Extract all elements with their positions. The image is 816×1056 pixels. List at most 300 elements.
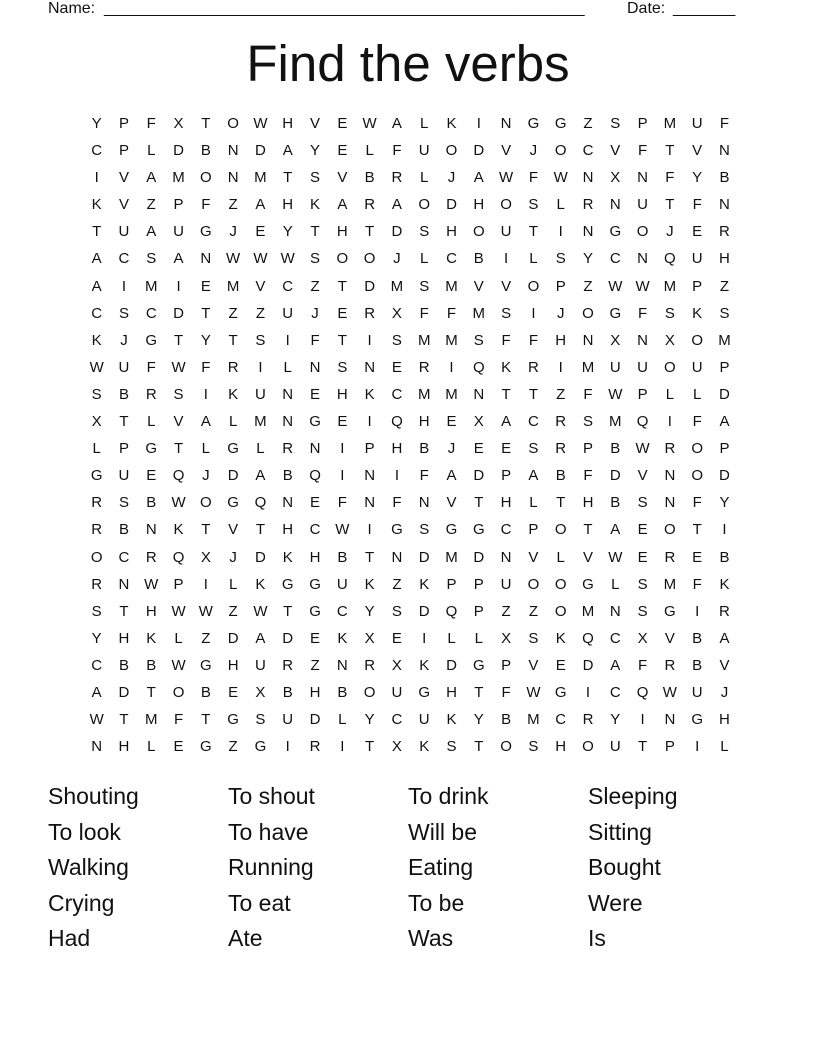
grid-letter: G (281, 575, 294, 593)
grid-letter: Y (91, 115, 102, 132)
grid-letter: X (391, 738, 402, 756)
grid-letter: B (364, 169, 375, 187)
grid-letter: T (365, 548, 375, 566)
grid-letter: T (528, 223, 538, 241)
grid-letter: N (664, 494, 676, 512)
grid-letter: I (476, 115, 481, 132)
grid-letter: Z (501, 602, 511, 620)
grid-letter: N (282, 494, 294, 512)
grid-letter: B (200, 683, 211, 701)
grid-letter: F (583, 467, 593, 485)
grid-letter: F (501, 683, 511, 701)
grid-letter: M (254, 169, 267, 187)
grid-letter: N (391, 548, 403, 566)
grid-letter: M (527, 711, 540, 729)
grid-letter: O (664, 358, 676, 376)
grid-letter: E (173, 738, 184, 756)
grid-letter: O (527, 277, 540, 295)
grid-letter: C (309, 521, 321, 539)
page-title: Find the verbs (246, 35, 570, 92)
grid-letter: I (695, 602, 700, 620)
grid-letter: U (118, 358, 130, 376)
grid-letter: T (173, 331, 184, 349)
grid-letter: Z (228, 602, 238, 620)
grid-letter: S (582, 413, 593, 431)
grid-letter: J (447, 440, 456, 458)
grid-letter: K (446, 115, 457, 132)
grid-letter: P (473, 575, 484, 593)
grid-letter: Y (310, 142, 321, 160)
grid-letter: T (201, 711, 211, 729)
grid-letter: S (637, 602, 648, 620)
grid-letter: H (719, 250, 730, 268)
grid-letter: X (391, 656, 402, 674)
grid-letter: O (172, 683, 185, 701)
grid-letter: S (528, 738, 539, 756)
grid-letter: Y (692, 169, 703, 187)
grid-letter: B (282, 467, 293, 485)
grid-letter: G (309, 413, 321, 431)
grid-letter: D (446, 656, 457, 674)
grid-letter: R (364, 656, 376, 674)
grid-letter: M (663, 115, 677, 132)
grid-letter: Z (556, 385, 566, 403)
grid-letter: N (227, 142, 239, 160)
word-list-item: Is (588, 925, 606, 952)
grid-letter: H (118, 738, 130, 756)
grid-letter: Q (309, 467, 321, 485)
grid-letter: H (500, 494, 512, 512)
grid-letter: X (364, 629, 375, 647)
grid-letter: W (608, 385, 623, 403)
grid-letter: C (527, 413, 539, 431)
grid-letter: O (636, 223, 649, 241)
grid-letter: C (446, 250, 457, 268)
grid-letter: X (664, 331, 675, 349)
grid-letter: N (664, 467, 676, 485)
grid-letter: S (310, 250, 321, 268)
grid-letter: Z (392, 575, 402, 593)
grid-letter: T (474, 738, 484, 756)
grid-letter: E (255, 223, 266, 241)
word-list-item: Eating (408, 854, 474, 881)
grid-letter: Q (172, 548, 185, 566)
grid-letter: R (91, 521, 103, 539)
grid-letter: L (147, 413, 156, 431)
grid-letter: Q (172, 467, 185, 485)
grid-letter: N (364, 494, 376, 512)
grid-letter: R (555, 413, 567, 431)
grid-letter: L (556, 548, 565, 566)
grid-letter: T (556, 494, 566, 512)
grid-letter: S (391, 602, 402, 620)
grid-letter: C (609, 629, 621, 647)
grid-letter: D (364, 277, 376, 295)
grid-letter: E (200, 277, 211, 295)
grid-letter: S (255, 331, 266, 349)
grid-letter: Q (391, 413, 403, 431)
grid-letter: O (363, 683, 376, 701)
grid-letter: R (664, 440, 676, 458)
grid-letter: M (390, 277, 404, 295)
grid-letter: H (227, 656, 239, 674)
grid-letter: P (501, 656, 512, 674)
grid-letter: M (581, 358, 595, 376)
grid-letter: A (610, 656, 621, 674)
grid-letter: U (391, 683, 403, 701)
grid-letter: D (227, 467, 239, 485)
grid-letter: O (500, 738, 512, 756)
grid-letter: R (582, 711, 594, 729)
grid-letter: T (583, 521, 593, 539)
grid-letter: M (172, 169, 185, 187)
grid-letter: F (638, 656, 648, 674)
grid-letter: B (118, 521, 129, 539)
grid-letter: N (637, 331, 648, 349)
grid-letter: E (310, 629, 321, 647)
grid-letter: I (367, 521, 372, 539)
grid-letter: L (92, 440, 101, 458)
grid-letter: U (255, 385, 266, 403)
grid-letter: E (555, 656, 566, 674)
grid-letter: H (282, 196, 294, 214)
grid-letter: N (719, 142, 730, 160)
grid-letter: W (499, 169, 514, 187)
grid-letter: B (692, 656, 703, 674)
grid-letter: O (90, 548, 103, 566)
grid-letter: L (529, 494, 538, 512)
grid-letter: S (610, 115, 621, 132)
grid-letter: G (200, 738, 212, 756)
grid-letter: Z (583, 277, 593, 295)
grid-letter: W (89, 711, 104, 729)
grid-letter: K (555, 629, 566, 647)
grid-letter: N (500, 115, 512, 132)
grid-letter: D (418, 548, 430, 566)
grid-letter: D (282, 629, 294, 647)
grid-letter: C (391, 711, 403, 729)
grid-letter: T (255, 521, 266, 539)
grid-letter: W (335, 521, 350, 539)
grid-letter: D (418, 602, 430, 620)
grid-letter: M (663, 277, 677, 295)
grid-letter: A (719, 413, 730, 431)
grid-letter: K (692, 304, 703, 322)
grid-letter: F (528, 169, 538, 187)
grid-letter: O (554, 575, 567, 593)
grid-letter: B (146, 494, 157, 512)
grid-letter: G (691, 711, 704, 729)
grid-letter: U (173, 223, 184, 241)
grid-letter: N (719, 196, 730, 214)
grid-letter: S (419, 521, 430, 539)
grid-letter: L (474, 629, 483, 647)
grid-letter: W (171, 602, 186, 620)
grid-letter: E (337, 142, 348, 160)
grid-letter: N (637, 250, 648, 268)
grid-letter: K (173, 521, 184, 539)
grid-letter: L (665, 385, 675, 403)
word-list-item: Sleeping (588, 783, 678, 809)
grid-letter: T (365, 223, 375, 241)
grid-letter: L (228, 575, 238, 593)
grid-letter: D (173, 304, 184, 322)
grid-letter: I (258, 358, 263, 376)
grid-letter: S (637, 494, 648, 512)
grid-letter: H (446, 683, 457, 701)
grid-letter: B (610, 440, 621, 458)
grid-letter: L (147, 142, 156, 160)
grid-letter: U (637, 196, 648, 214)
grid-letter: B (473, 250, 484, 268)
grid-letter: I (449, 358, 454, 376)
grid-letter: X (610, 169, 621, 187)
grid-letter: L (338, 711, 347, 729)
grid-letter: S (173, 385, 184, 403)
grid-letter: K (255, 575, 266, 593)
grid-letter: K (446, 711, 457, 729)
grid-letter: V (501, 142, 512, 160)
grid-letter: J (229, 548, 237, 566)
grid-letter: F (310, 331, 320, 349)
grid-letter: S (146, 250, 157, 268)
grid-letter: F (692, 413, 702, 431)
grid-letter: I (340, 738, 345, 756)
grid-letter: W (144, 575, 159, 593)
grid-letter: L (529, 250, 538, 268)
grid-letter: V (173, 413, 184, 431)
grid-letter: E (501, 440, 512, 458)
grid-letter: L (228, 413, 238, 431)
grid-letter: X (501, 629, 512, 647)
grid-letter: H (473, 196, 485, 214)
grid-letter: P (555, 277, 566, 295)
grid-letter: D (446, 196, 457, 214)
grid-letter: K (501, 358, 512, 376)
grid-letter: D (255, 548, 266, 566)
grid-letter: A (91, 277, 102, 295)
grid-letter: D (173, 142, 184, 160)
grid-letter: S (419, 223, 430, 241)
grid-letter: U (691, 250, 703, 268)
grid-letter: Y (719, 494, 730, 512)
grid-letter: C (118, 548, 130, 566)
grid-letter: G (227, 711, 239, 729)
grid-letter: D (255, 142, 266, 160)
grid-letter: T (501, 385, 511, 403)
grid-letter: O (691, 467, 704, 485)
grid-letter: S (528, 629, 539, 647)
grid-letter: S (337, 358, 348, 376)
grid-letter: F (201, 358, 211, 376)
grid-letter: G (309, 575, 321, 593)
grid-letter: K (364, 385, 375, 403)
grid-letter: W (526, 683, 541, 701)
grid-letter: V (610, 142, 621, 160)
grid-letter: P (719, 358, 730, 376)
grid-letter: L (174, 629, 183, 647)
grid-letter: G (472, 521, 485, 539)
grid-letter: M (581, 602, 595, 620)
grid-letter: L (201, 440, 210, 458)
grid-letter: T (201, 115, 211, 132)
grid-letter: P (118, 440, 129, 458)
grid-letter: I (203, 385, 208, 403)
grid-letter: A (146, 169, 157, 187)
grid-letter: G (391, 521, 403, 539)
name-blank: ______________________________________________________ (104, 0, 585, 17)
grid-letter: E (337, 115, 348, 132)
grid-letter: V (501, 277, 512, 295)
word-list-item: To look (48, 818, 121, 845)
grid-letter: W (553, 169, 568, 187)
grid-letter: N (336, 656, 348, 674)
grid-letter: I (203, 575, 208, 593)
grid-letter: L (611, 575, 620, 593)
grid-letter: C (609, 250, 621, 268)
word-list-item: Walking (48, 854, 129, 881)
grid-letter: E (637, 521, 648, 539)
grid-letter: A (146, 223, 157, 241)
grid-letter: K (91, 331, 102, 349)
grid-letter: O (200, 494, 212, 512)
grid-letter: H (446, 223, 457, 241)
grid-letter: W (171, 494, 186, 512)
grid-letter: L (420, 250, 429, 268)
grid-letter: E (692, 548, 703, 566)
grid-letter: Y (364, 602, 375, 620)
grid-letter: T (474, 683, 484, 701)
grid-letter: T (665, 142, 675, 160)
grid-letter: F (692, 494, 702, 512)
grid-letter: A (610, 521, 621, 539)
grid-letter: E (228, 683, 239, 701)
grid-letter: O (582, 304, 594, 322)
grid-letter: A (391, 115, 402, 132)
grid-letter: R (719, 602, 730, 620)
grid-letter: U (118, 467, 130, 485)
grid-letter: D (391, 223, 403, 241)
grid-letter: T (310, 223, 320, 241)
grid-letter: M (445, 385, 458, 403)
grid-letter: X (91, 413, 102, 431)
grid-letter: N (500, 548, 512, 566)
grid-letter: J (720, 683, 729, 701)
grid-letter: I (667, 413, 672, 431)
grid-letter: Z (310, 277, 320, 295)
grid-letter: F (146, 115, 156, 132)
grid-letter: N (200, 250, 212, 268)
word-list-item: To drink (408, 783, 489, 809)
grid-letter: R (664, 548, 676, 566)
grid-letter: N (582, 223, 594, 241)
grid-letter: E (637, 548, 648, 566)
grid-letter: R (91, 575, 103, 593)
grid-letter: W (226, 250, 241, 268)
grid-letter: V (118, 169, 129, 187)
grid-letter: V (719, 656, 730, 674)
grid-letter: T (528, 385, 538, 403)
grid-letter: S (719, 304, 730, 322)
grid-letter: N (227, 169, 239, 187)
grid-letter: S (528, 440, 539, 458)
header-line (48, 0, 768, 20)
grid-letter: I (640, 711, 645, 729)
grid-letter: U (691, 683, 703, 701)
grid-letter: W (171, 656, 186, 674)
grid-letter: I (531, 304, 536, 322)
grid-letter: T (201, 521, 211, 539)
grid-letter: W (171, 358, 186, 376)
grid-letter: T (119, 413, 129, 431)
grid-letter: B (692, 629, 703, 647)
grid-letter: O (664, 521, 676, 539)
grid-letter: A (501, 413, 512, 431)
grid-letter: Y (200, 331, 211, 349)
letter-grid (83, 114, 738, 764)
grid-letter: G (554, 683, 567, 701)
grid-letter: T (201, 304, 211, 322)
grid-letter: O (554, 142, 567, 160)
grid-letter: F (146, 358, 156, 376)
grid-letter: G (445, 521, 458, 539)
grid-letter: E (473, 440, 484, 458)
grid-letter: G (609, 304, 622, 322)
grid-letter: U (418, 711, 430, 729)
grid-letter: P (446, 575, 457, 593)
grid-letter: C (91, 142, 103, 160)
grid-letter: X (637, 629, 648, 647)
grid-letter: N (309, 358, 321, 376)
grid-letter: P (637, 115, 648, 132)
grid-letter: O (200, 169, 212, 187)
grid-letter: N (118, 575, 130, 593)
grid-letter: T (146, 683, 156, 701)
grid-letter: F (692, 196, 702, 214)
grid-letter: Q (636, 683, 649, 701)
grid-letter: M (144, 277, 158, 295)
grid-letter: H (719, 711, 730, 729)
grid-letter: I (558, 358, 563, 376)
grid-letter: C (91, 656, 103, 674)
grid-letter: M (417, 331, 431, 349)
date-label: Date: (627, 0, 666, 17)
grid-letter: K (337, 629, 348, 647)
grid-letter: I (176, 277, 181, 295)
grid-letter: V (637, 467, 648, 485)
grid-letter: Z (228, 738, 238, 756)
grid-letter: D (473, 142, 485, 160)
grid-letter: A (719, 629, 730, 647)
grid-letter: A (173, 250, 184, 268)
grid-letter: H (336, 223, 348, 241)
grid-letter: G (472, 656, 485, 674)
grid-letter: A (528, 467, 539, 485)
grid-letter: V (582, 548, 593, 566)
grid-letter: U (336, 575, 348, 593)
grid-letter: U (691, 358, 703, 376)
grid-letter: I (285, 738, 290, 756)
grid-letter: G (227, 440, 239, 458)
grid-letter: F (392, 494, 402, 512)
grid-letter: N (582, 331, 594, 349)
word-list-item: Will be (408, 818, 478, 845)
grid-letter: B (337, 548, 348, 566)
grid-letter: L (556, 196, 565, 214)
grid-letter: W (635, 440, 650, 458)
grid-letter: R (282, 656, 294, 674)
grid-letter: U (500, 223, 512, 241)
